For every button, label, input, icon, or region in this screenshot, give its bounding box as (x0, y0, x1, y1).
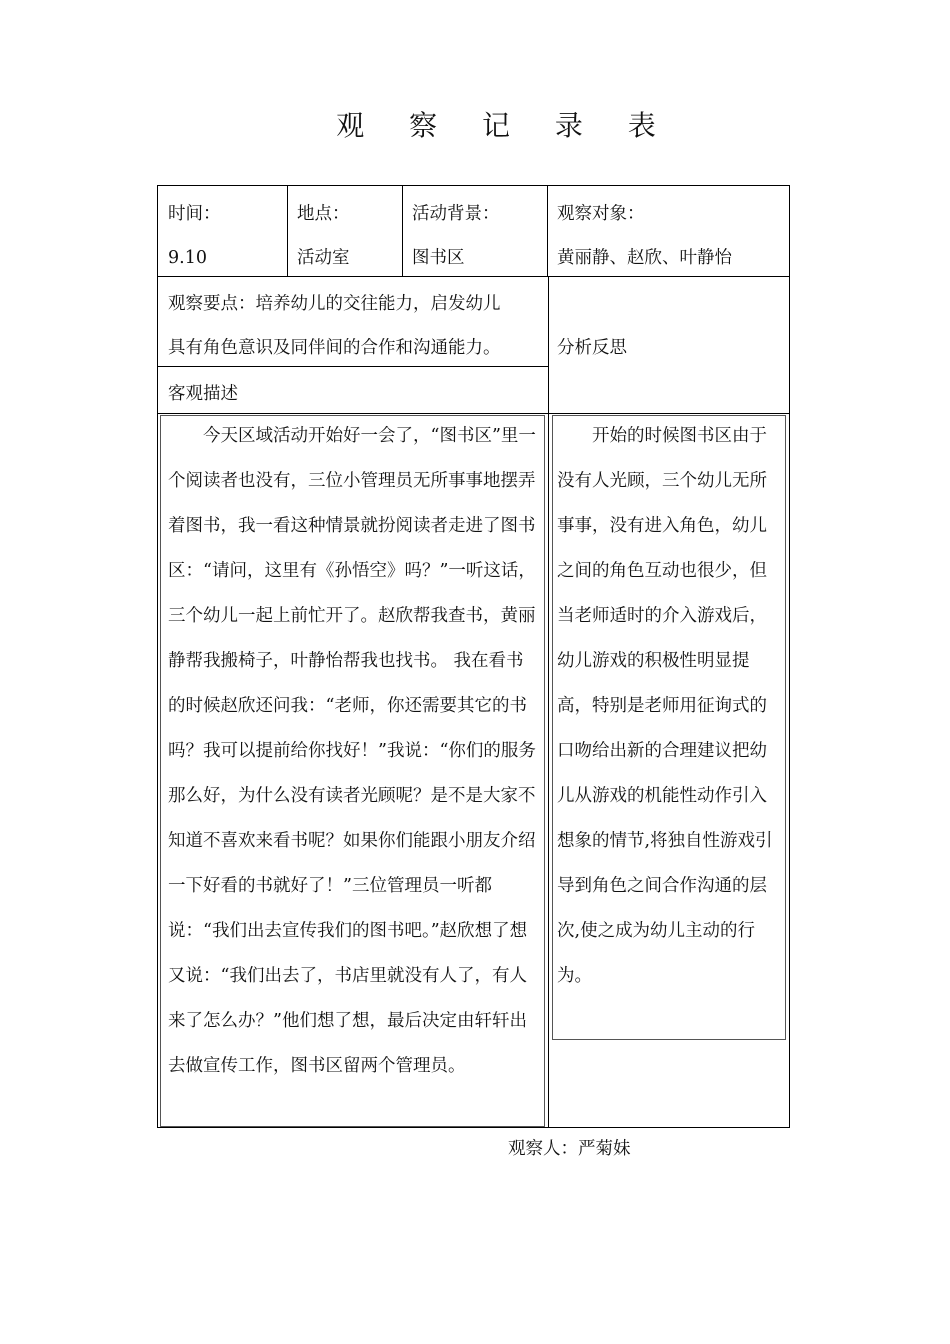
description-text: 今天区域活动开始好一会了，“图书区”里一个阅读者也没有，三位小管理员无所事事地摆弄着图书，我一看这种情景就扮阅读者走进了图书区：“请问，这里有《孙悟空》吗？”一听这话，三个幼儿一起上前忙开了。赵欣帮我查书，黄丽静帮我搬椅子，叶静怡帮我也找书。 我在看书的时候赵欣还问我：“老师，你还需要其它的书吗？我可以提前给你找好！”我说：“你们的服务那么好，为什么没有读者光顾呢？是不是大家不知道不喜欢来看书呢？如果你们能跟小朋友介绍一下好看的书就好了！”三位管理员一听都说：“我们出去宣传我们的图书吧。”赵欣想了想又说：“我们出去了，书店里就没有人了，有人来了怎么办？”他们想了想，最后决定由轩轩出去做宣传工作，图书区留两个管理员。 (168, 426, 536, 1076)
description-text-block (168, 414, 540, 1089)
background-value: 图书区 (412, 248, 465, 268)
analysis-label: 分析反思 (557, 338, 627, 358)
description-label: 客观描述 (168, 384, 238, 404)
place-label: 地点： (297, 204, 350, 224)
reflection-text: 开始的时候图书区由于没有人光顾，三个幼儿无所事事，没有进入角色，幼儿之间的角色互动也很少，但当老师适时的介入游戏后，幼儿游戏的积极性明显提高，特别是老师用征询式的口吻给出新的合理建议把幼儿从游戏的机能性动作引入想象的情节,将独自性游戏引导到角色之间合作沟通的层次,使之成为幼儿主动的行为。 (557, 426, 773, 986)
page-title: 观 察 记 录 表 (336, 109, 674, 142)
focus-line-1: 观察要点：培养幼儿的交往能力，启发幼儿 (168, 294, 501, 314)
place-value: 活动室 (297, 248, 350, 268)
focus-line-2: 具有角色意识及同伴间的合作和沟通能力。 (168, 338, 501, 358)
col-divider (402, 186, 403, 276)
subject-label: 观察对象： (557, 204, 645, 224)
time-value: 9.10 (168, 248, 207, 268)
reflection-text-block (557, 414, 783, 999)
subject-value: 黄丽静、赵欣、叶静怡 (557, 248, 732, 268)
col-divider (548, 276, 549, 1127)
observation-table (157, 185, 790, 1128)
col-divider (287, 186, 288, 276)
time-label: 时间： (168, 204, 221, 224)
observer-signature: 观察人：严菊妹 (508, 1139, 631, 1159)
col-divider (547, 186, 548, 276)
background-label: 活动背景： (412, 204, 500, 224)
